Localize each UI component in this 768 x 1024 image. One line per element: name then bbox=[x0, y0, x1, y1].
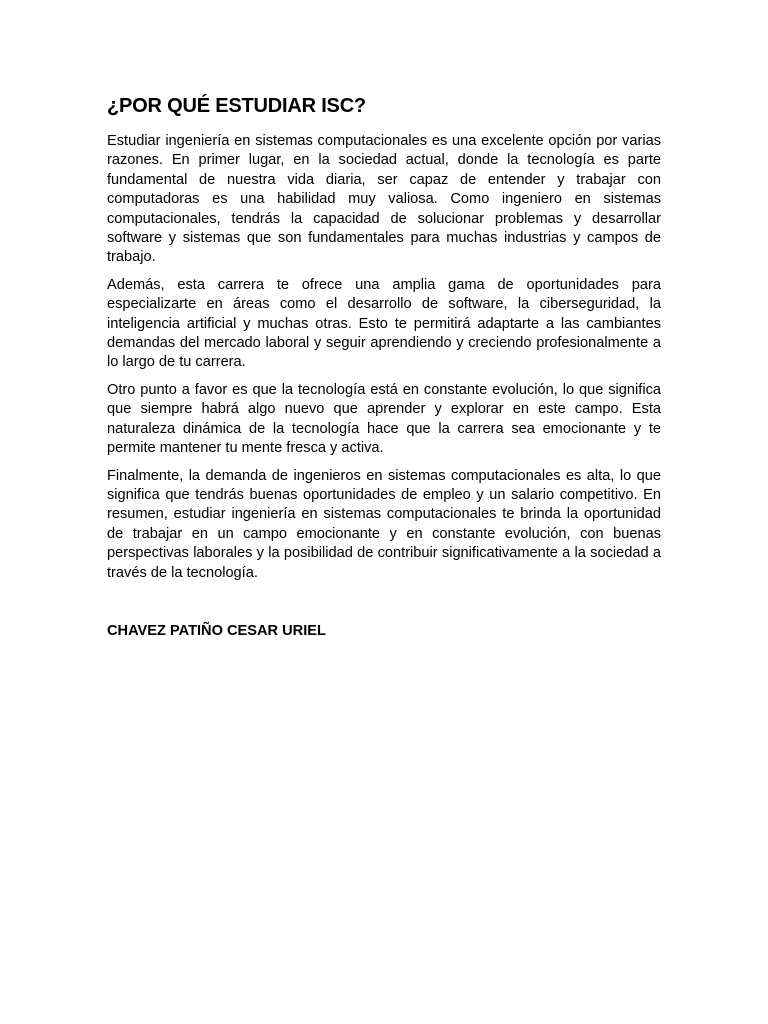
author-name: CHAVEZ PATIÑO CESAR URIEL bbox=[107, 622, 326, 639]
paragraph-conclusion: Finalmente, la demanda de ingenieros en sistemas computacionales es alta, lo que significa que tendrás buenas oportunidades de empleo y un salario competitivo. En resumen, estudiar ingeniería en sistemas computacionales te brinda la oportunidad de trabajar en un campo emocionante y en constante evolución, con buenas perspectivas laborales y la posibilidad de contribuir significativamente a la sociedad a través de la tecnología. bbox=[107, 467, 661, 581]
paragraph-evolution: Otro punto a favor es que la tecnología está en constante evolución, lo que significa que siempre habrá algo nuevo que aprender y explorar en este campo. Esta naturaleza dinámica de la tecnología hace que la carrera sea emocionante y te permite mantener tu mente fresca y activa. bbox=[107, 381, 661, 457]
paragraph-opportunities: Además, esta carrera te ofrece una amplia gama de oportunidades para especializarte en áreas como el desarrollo de software, la ciberseguridad, la inteligencia artificial y muchas otras. Esto te permitirá adaptarte a las cambiantes demandas del mercado laboral y seguir aprendiendo y creciendo profesionalmente a lo largo de tu carrera. bbox=[107, 276, 661, 371]
document-title: ¿POR QUÉ ESTUDIAR ISC? bbox=[107, 95, 366, 117]
document-body bbox=[107, 92, 661, 641]
paragraph-intro: Estudiar ingeniería en sistemas computacionales es una excelente opción por varias razones. En primer lugar, en la sociedad actual, donde la tecnología es parte fundamental de nuestra vida diaria, ser capaz de entender y trabajar con computadoras es una habilidad muy valiosa. Como ingeniero en sistemas computacionales, tendrás la capacidad de solucionar problemas y desarrollar software y sistemas que son fundamentales para muchas industrias y campos de trabajo. bbox=[107, 133, 661, 266]
